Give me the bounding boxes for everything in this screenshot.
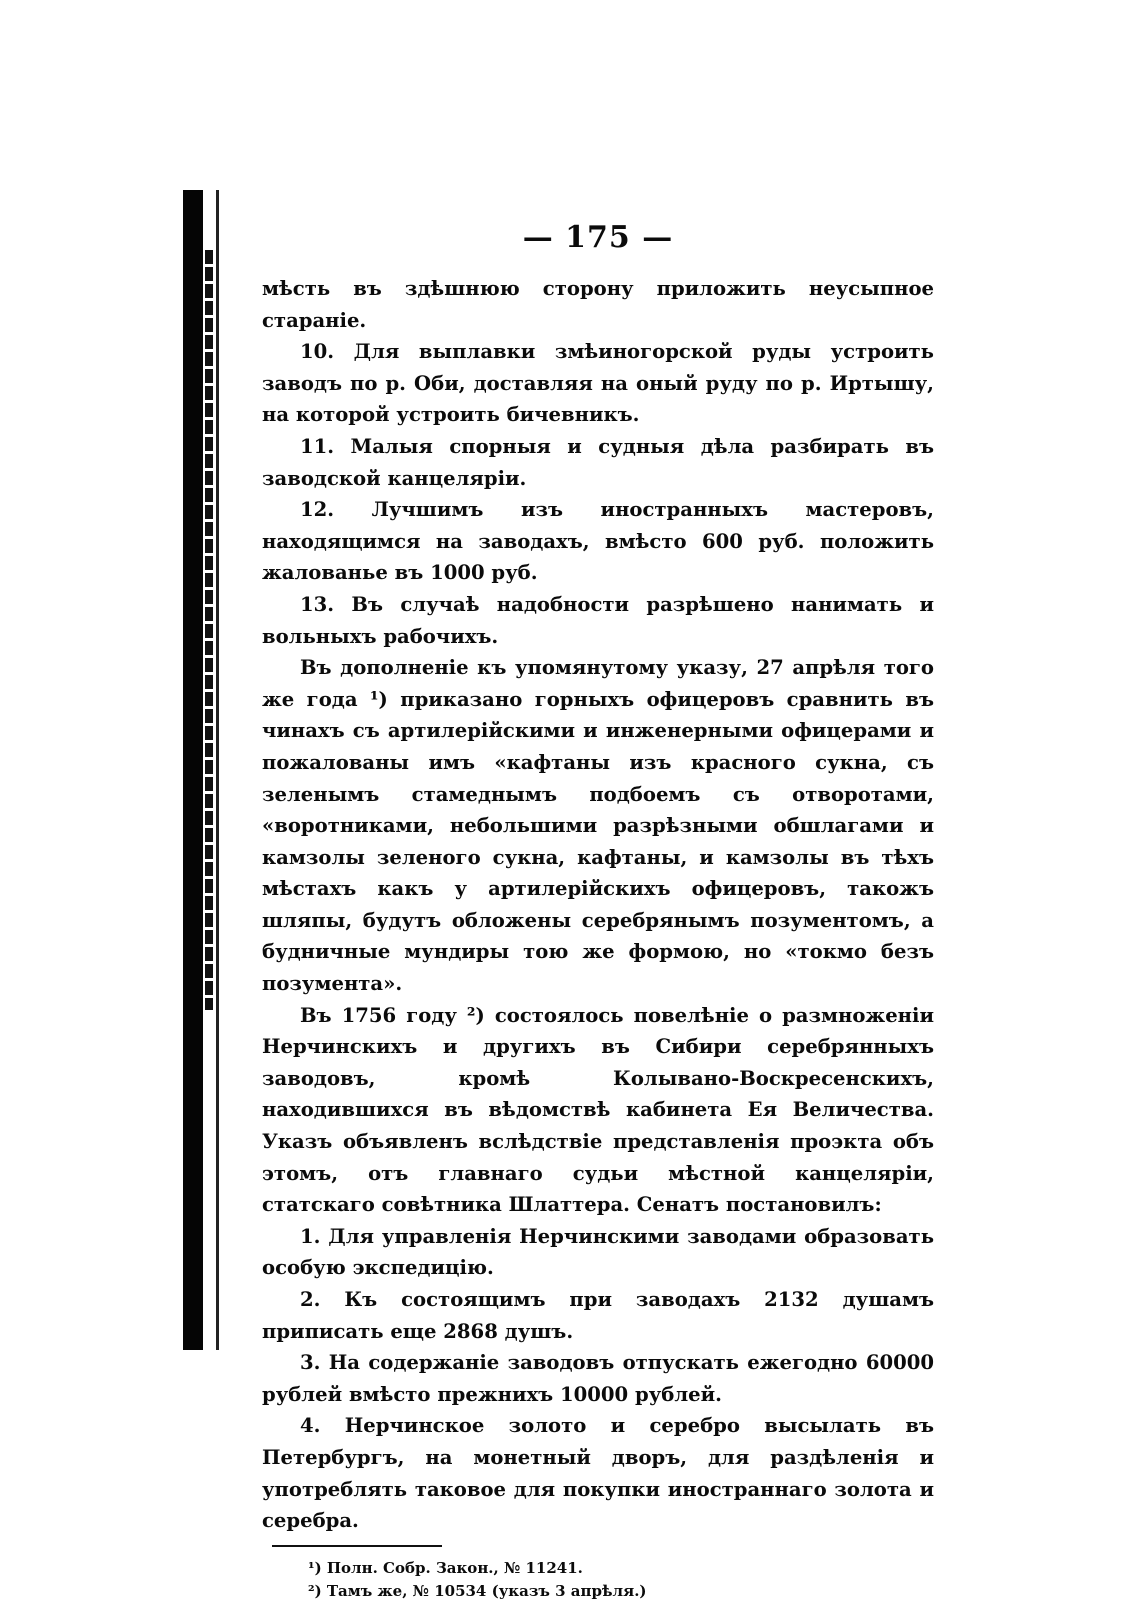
footnote: ²) Тамъ же, № 10534 (указъ 3 апрѣля.): [308, 1581, 647, 1600]
page-number: — 175 —: [522, 220, 674, 255]
paragraph: 2. Къ состоящимъ при заводахъ 2132 душамъ приписать еще 2868 душъ.: [262, 1288, 934, 1343]
binding-stitching: [205, 250, 213, 1010]
paragraph: 1. Для управленiя Нерчинскими заводами образовать особую экспедицiю.: [262, 1224, 934, 1280]
page: [262, 220, 934, 1603]
body-text: [262, 273, 934, 1537]
paragraph: 3. На содержанiе заводовъ отпускать ежегодно 60000 рублей вмѣсто прежнихъ 10000 рублей.: [262, 1351, 934, 1406]
paragraph: 11. Малыя спорныя и судныя дѣла разбирать въ заводской канцелярiи.: [262, 434, 934, 490]
paragraph: 10. Для выплавки змѣиногорской руды устроить заводъ по р. Оби, доставляя на оный руду по р. Иртышу, на которой устроить бичевникъ.: [262, 340, 934, 427]
binding-rule: [216, 190, 219, 1350]
paragraph: 13. Въ случаѣ надобности разрѣшено нанимать и вольныхъ рабочихъ.: [262, 592, 934, 648]
footnote-rule: [272, 1545, 442, 1547]
footnote: ¹) Полн. Собр. Закон., № 11241.: [308, 1558, 583, 1577]
paragraph: Въ 1756 году ²) состоялось повелѣнiе о размноженiи Нерчинскихъ и другихъ въ Сибири серебрянныхъ заводовъ, кромѣ Колывано-Воскресенскихъ, находившихся въ вѣдомствѣ кабинета Ея Величества. Указъ объявленъ вслѣдствiе представленiя проэкта объ этомъ, отъ главнаго судьи мѣстной канцелярiи, статскаго совѣтника Шлаттера. Сенатъ постановилъ:: [262, 1003, 934, 1217]
paragraph: Въ дополненiе къ упомянутому указу, 27 апрѣля того же года ¹) приказано горныхъ офицеровъ сравнить въ чинахъ съ артилерiйскими и инженерными офицерами и пожалованы имъ «кафтаны изъ красного сукна, съ зеленымъ стамеднымъ подбоемъ съ отворотами, «воротниками, небольшими разрѣзными обшлагами и камзолы зеленого сукна, кафтаны, и камзолы въ тѣхъ мѣстахъ какъ у артилерiйскихъ офицеровъ, такожъ шляпы, будутъ обложены серебрянымъ позументомъ, а будничные мундиры тою же формою, но «токмо безъ позумента».: [262, 656, 934, 996]
book-binding-edge: [183, 190, 203, 1350]
paragraph: 4. Нерчинское золото и серебро высылать въ Петербургъ, на монетный дворъ, для раздѣленiя и употреблять таковое для покупки иностраннаго золота и серебра.: [262, 1414, 934, 1533]
paragraph: мѣсть въ здѣшнюю сторону приложить неусыпное старанiе.: [262, 277, 934, 332]
paragraph: 12. Лучшимъ изъ иностранныхъ мастеровъ, находящимся на заводахъ, вмѣсто 600 руб. положить жалованье въ 1000 руб.: [262, 498, 934, 585]
